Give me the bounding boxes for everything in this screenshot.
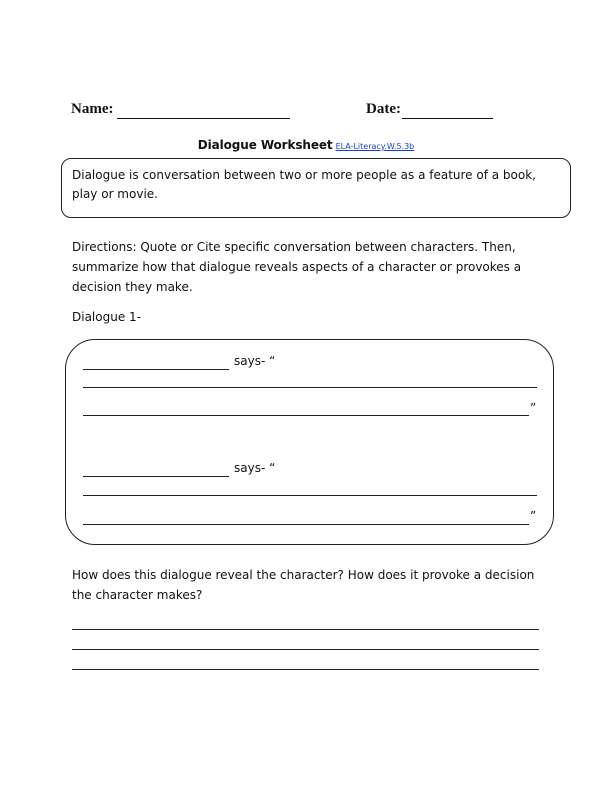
- directions-text: Directions: Quote or Cite specific conversation between characters. Then, summarize how that dialogue reveals aspects of a character or provokes a decision they make.: [72, 240, 522, 294]
- quote-line[interactable]: [83, 524, 529, 525]
- speaker-blank[interactable]: [83, 369, 229, 370]
- quote-line[interactable]: [83, 415, 529, 416]
- dialogue-label: Dialogue 1-: [72, 310, 141, 324]
- definition-text: Dialogue is conversation between two or more people as a feature of a book, play or movie.: [72, 168, 536, 201]
- says-label: says- “: [234, 354, 276, 368]
- answer-line[interactable]: [72, 669, 539, 670]
- close-quote: ”: [530, 509, 537, 523]
- definition-box: [61, 158, 571, 218]
- answer-line[interactable]: [72, 629, 539, 630]
- answer-line[interactable]: [72, 649, 539, 650]
- name-blank[interactable]: [117, 118, 290, 119]
- name-label: Name:: [71, 101, 114, 117]
- question-text: How does this dialogue reveal the character? How does it provoke a decision the character makes?: [72, 568, 535, 602]
- says-label: says- “: [234, 461, 276, 475]
- worksheet-title: Dialogue Worksheet: [197, 138, 333, 152]
- close-quote: ”: [530, 401, 537, 415]
- quote-line[interactable]: [83, 387, 537, 388]
- date-label: Date:: [366, 101, 401, 117]
- speaker-blank[interactable]: [83, 476, 229, 477]
- standard-link[interactable]: ELA-Literacy.W.5.3b: [335, 142, 415, 151]
- date-blank[interactable]: [402, 118, 493, 119]
- quote-line[interactable]: [83, 495, 537, 496]
- page-title: [0, 134, 612, 153]
